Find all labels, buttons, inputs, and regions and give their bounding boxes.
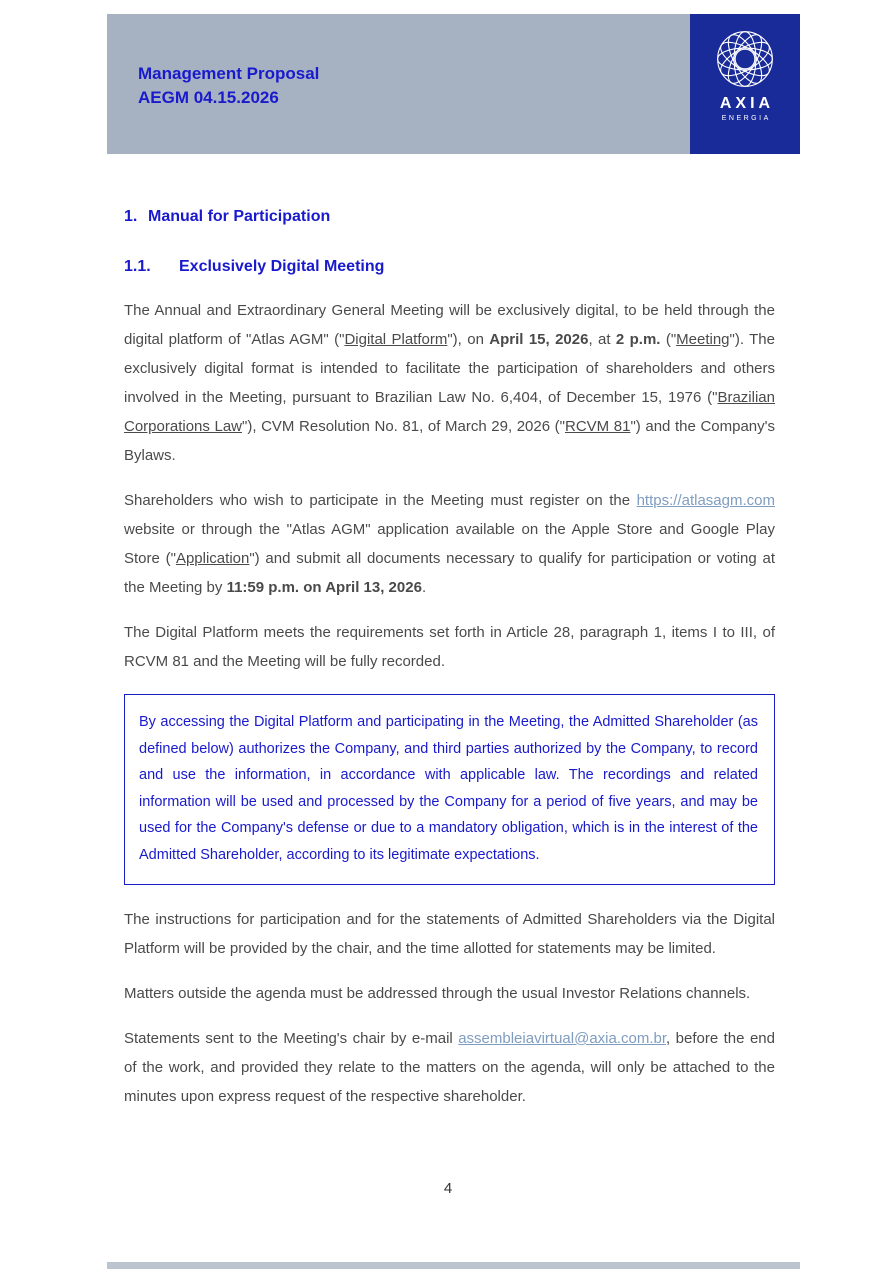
text-segment: "). The exclusively digital format is intended to facilitate the participation of shareholders and others involved in the Meeting, pursuant to Brazilian Law No. 6,404, of December 15, 1976 (" (124, 331, 775, 406)
page-number: 4 (443, 1180, 453, 1197)
paragraph-meeting-format (124, 296, 775, 470)
text-segment: Digital Platform (344, 331, 448, 348)
privacy-notice-box (124, 694, 775, 885)
text-segment: ") and the Company's Bylaws. (124, 418, 776, 464)
text-segment: "), CVM Resolution No. 81, of March 29, 2026 (" (242, 418, 565, 435)
document-subtitle: AEGM 04.15.2026 (138, 88, 279, 107)
text-segment: 2 p.m. (615, 331, 661, 348)
paragraph-registration (124, 486, 775, 602)
document-body (124, 207, 775, 1127)
text-segment: ") and submit all documents necessary to qualify for participation or voting at the Meeting by (124, 550, 775, 596)
text-segment: Shareholders who wish to participate in the Meeting must register on the (124, 492, 637, 509)
text-segment: 11:59 p.m. on April 13, 2026 (226, 579, 422, 596)
section-title: Manual for Participation (148, 208, 331, 225)
brand-name: AXIA (719, 95, 775, 112)
text-segment: April 15, 2026 (489, 331, 589, 348)
subsection-number: 1.1. (124, 258, 151, 275)
header-titles (138, 62, 319, 110)
section-number: 1. (124, 208, 138, 225)
text-segment: Statements sent to the Meeting's chair by e-mail (124, 1030, 459, 1047)
globe-icon (710, 24, 780, 94)
paragraph-statements-email (124, 1024, 775, 1111)
email-link[interactable]: assembleiavirtual@axia.com.br (458, 1030, 667, 1047)
paragraph-platform-requirements: The Digital Platform meets the requirements set forth in Article 28, paragraph 1, items I to III, of RCVM 81 and the Meeting will be fully recorded. (124, 624, 775, 670)
text-segment: Application (175, 550, 250, 567)
text-segment: "), on (447, 331, 490, 348)
section-heading (124, 207, 775, 226)
subsection-heading (124, 257, 775, 276)
text-segment: . (421, 579, 427, 596)
company-logo (690, 14, 800, 154)
paragraph-agenda-matters: Matters outside the agenda must be addressed through the usual Investor Relations channels. (124, 985, 751, 1002)
text-segment: website or through the "Atlas AGM" application available on the Apple Store and Google Play Store (" (124, 521, 775, 567)
text-segment: RCVM 81 (565, 418, 631, 435)
text-segment: , before the end of the work, and provided they relate to the matters on the agenda, will only be attached to the minutes upon express request of the respective shareholder. (124, 1030, 775, 1105)
text-segment: Meeting (676, 331, 730, 348)
document-title: Management Proposal (138, 64, 320, 83)
text-segment: , at (588, 331, 616, 348)
paragraph-instructions: The instructions for participation and for the statements of Admitted Shareholders via the Digital Platform will be provided by the chair, and the time allotted for statements may be limited. (124, 911, 775, 957)
header-banner (107, 14, 800, 154)
text-segment: (" (660, 331, 677, 348)
text-segment: The Annual and Extraordinary General Meeting will be exclusively digital, to be held through the digital platform of "Atlas AGM" (" (124, 302, 775, 348)
text-segment: Brazilian Corporations Law (124, 389, 775, 435)
subsection-title: Exclusively Digital Meeting (179, 258, 385, 275)
next-page-band (107, 1262, 800, 1269)
brand-subtitle: ENERGIA (721, 115, 771, 122)
privacy-notice-text: By accessing the Digital Platform and participating in the Meeting, the Admitted Shareholder (as defined below) authorizes the Company, and third parties authorized by the Company, to record and use the information, in accordance with applicable law. The recordings and related information will be used and processed by the Company for a period of five years, and may be used for the Company's defense or due to a mandatory obligation, which is in the interest of the Admitted Shareholder, according to its legitimate expectations. (139, 714, 758, 863)
atlasagm-link[interactable]: https://atlasagm.com (636, 492, 775, 509)
